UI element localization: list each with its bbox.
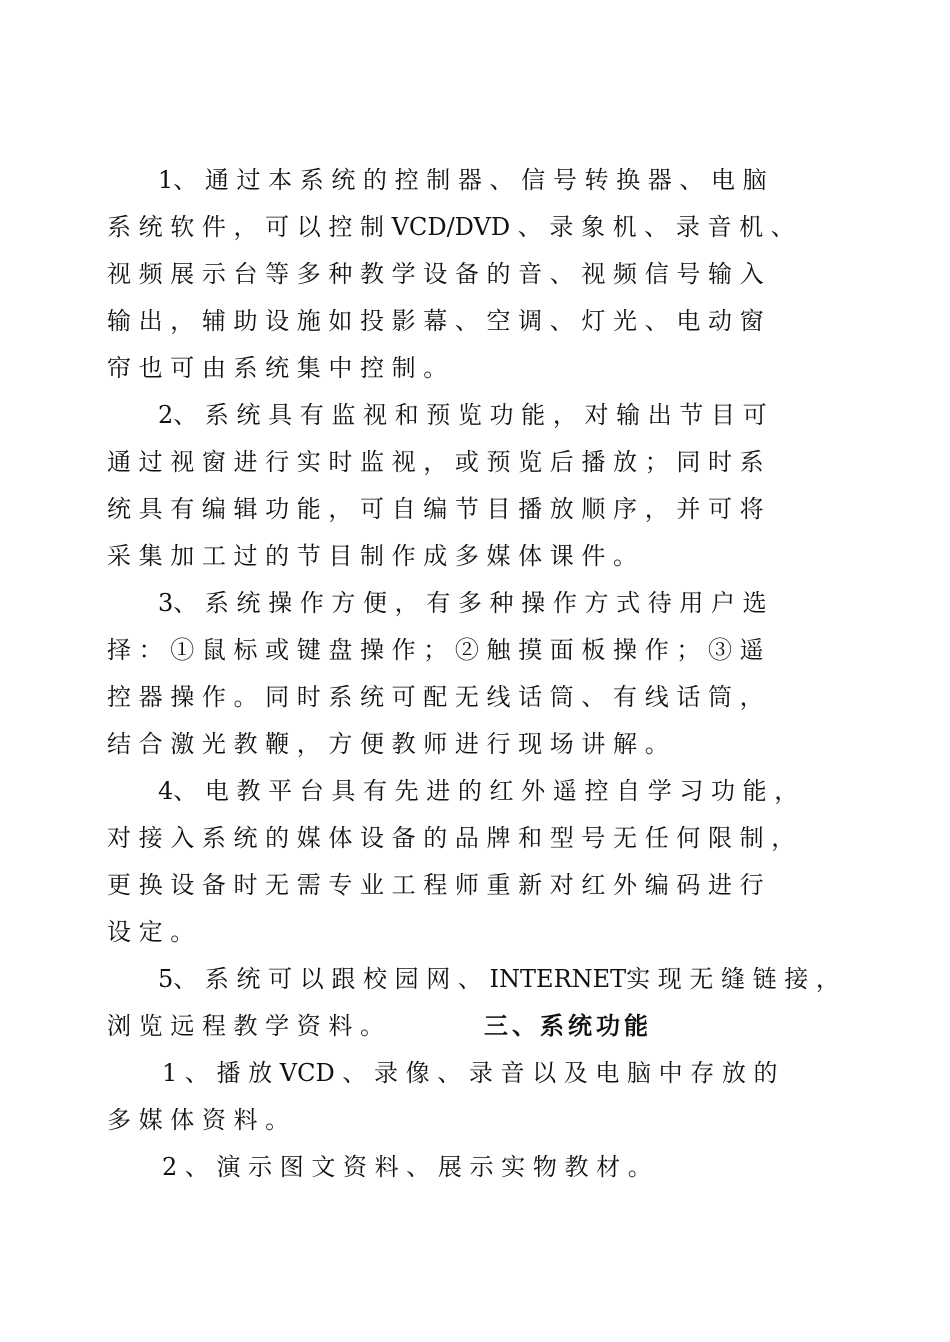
section-heading: 三、系统功能	[484, 1012, 652, 1040]
list-item-1-line-1: 1 、 播 放 VCD 、 录 像 、 录 音 以 及 电 脑 中 存 放 的	[162, 1059, 778, 1087]
para-1-line-2: 系 统 软 件 ， 可 以 控 制 VCD/DVD 、 录 象 机 、 录 音 机 、	[107, 213, 795, 241]
para-2-line-4: 采 集 加 工 过 的 节 目 制 作 成 多 媒 体 课 件 。	[107, 542, 638, 570]
para-4-line-2: 对 接 入 系 统 的 媒 体 设 备 的 品 牌 和 型 号 无 任 何 限 制 ，	[107, 824, 796, 852]
list-item-1-line-2: 多 媒 体 资 料 。	[107, 1106, 290, 1134]
para-1-line-4: 输 出 ， 辅 助 设 施 如 投 影 幕 、 空 调 、 灯 光 、 电 动 窗	[107, 307, 764, 335]
para-5-line-2: 浏 览 远 程 教 学 资 料 。	[107, 1012, 385, 1040]
para-1-line-1: 1、 通 过 本 系 统 的 控 制 器 、 信 号 转 换 器 、 电 脑	[158, 166, 767, 194]
para-2-line-1: 2、 系 统 具 有 监 视 和 预 览 功 能 ， 对 输 出 节 目 可	[158, 401, 767, 429]
para-4-line-4: 设 定 。	[107, 918, 195, 946]
list-item-2-line-1: 2 、 演 示 图 文 资 料 、 展 示 实 物 教 材 。	[162, 1153, 652, 1181]
para-3-line-3: 控 器 操 作 。 同 时 系 统 可 配 无 线 话 筒 、 有 线 话 筒 ，	[107, 683, 764, 711]
para-3-line-1: 3、 系 统 操 作 方 便 ， 有 多 种 操 作 方 式 待 用 户 选	[158, 589, 767, 617]
para-4-line-3: 更 换 设 备 时 无 需 专 业 工 程 师 重 新 对 红 外 编 码 进 行	[107, 871, 764, 899]
para-2-line-3: 统 具 有 编 辑 功 能 ， 可 自 编 节 目 播 放 顺 序 ， 并 可 将	[107, 495, 764, 523]
para-1-line-5: 帘 也 可 由 系 统 集 中 控 制 。	[107, 354, 448, 382]
para-4-line-1: 4、 电 教 平 台 具 有 先 进 的 红 外 遥 控 自 学 习 功 能 ，	[158, 777, 799, 805]
para-2-line-2: 通 过 视 窗 进 行 实 时 监 视 ， 或 预 览 后 播 放 ； 同 时 系	[107, 448, 764, 476]
para-3-line-2: 择 ： ① 鼠 标 或 键 盘 操 作 ； ② 触 摸 面 板 操 作 ； ③ 遥	[107, 636, 764, 664]
para-1-line-3: 视 频 展 示 台 等 多 种 教 学 设 备 的 音 、 视 频 信 号 输 入	[107, 260, 764, 288]
para-3-line-4: 结 合 激 光 教 鞭 ， 方 便 教 师 进 行 现 场 讲 解 。	[107, 730, 669, 758]
para-5-line-1: 5、 系 统 可 以 跟 校 园 网 、 INTERNET实 现 无 缝 链 接 ，	[158, 965, 840, 993]
